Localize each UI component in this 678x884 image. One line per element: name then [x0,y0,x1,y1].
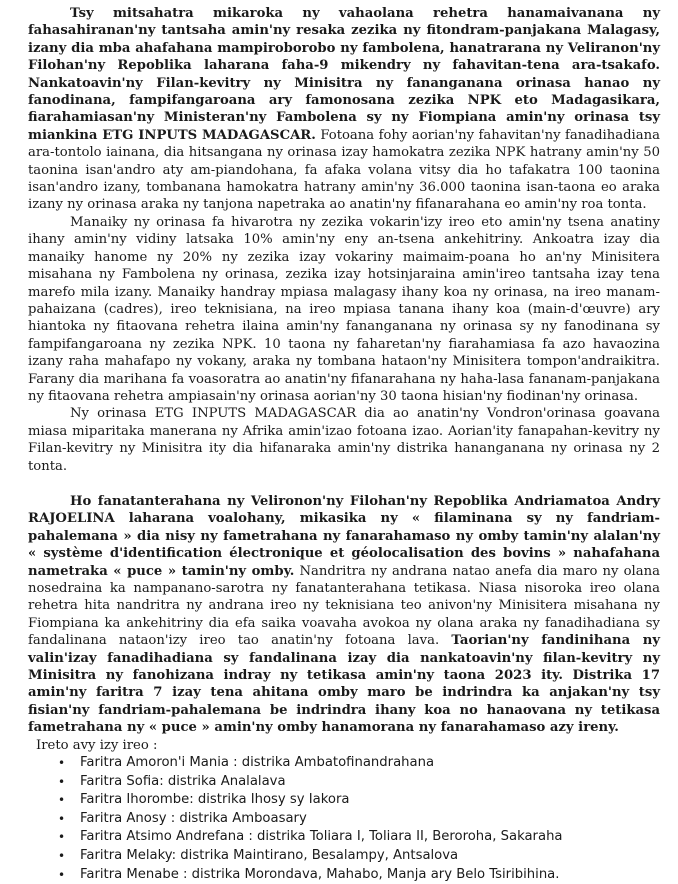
list-item-text: Faritra Sofia: distrika Analalava [80,773,286,789]
paragraph-1-text: Fotoana fohy aorian'ny fahavitan'ny fanadihadiana ara-tontolo iainana, dia hitsangana ny orinasa izay hamokatra zezika NPK hatrany amin'ny 50 taonina isan'andro aty am-piandohana, fa afaka volana vitsy dia ho tafakatra 100 taonina isan'andro izany, tombanana hamokatra hatrany amin'ny 36.000 taonina isan-taona eo araka izany ny orinasa araka ny tanjona napetraka ao anatin'ny fifanarahana eo amin'ny roa tonta. [28,127,660,213]
article-body [28,5,660,884]
bullet-icon: • [58,793,66,808]
list-item [58,810,660,829]
list-item-text: Faritra Menabe : distrika Morondava, Mahabo, Manja ary Belo Tsiribihina. [80,866,560,882]
bullet-icon: • [58,849,66,864]
paragraph-2: Manaiky ny orinasa fa hivarotra ny zezika vokarin'izy ireo eto amin'ny tsena anatiny ihany amin'ny vidiny latsaka 10% amin'ny eny an-tsena ankehitriny. Ankoatra izay dia manaiky hanome ny 20% ny zezika izay vokariny maimaim-poana ho an'ny Minisitera misahana ny Fambolena ny orinasa, zezika izay hotsinjaraina amin'ireo tantsaha izay tena marefo mila izany. Manaiky handray mpiasa malagasy ihany koa ny orinasa, na ireo manam-pahaizana (cadres), ireo teknisiana, na ireo mpiasa tanana ihany koa (main-d'œuvre) ary hiantoka ny fitaovana rehetra ilaina amin'ny fananganana ny orinasa sy ny fanodinana sy fampifangaroana ny zezika NPK. 10 taona ny faharetan'ny fiarahamiasa fa azo havaozina izany raha mahafapo ny vokany, araka ny tombana hataon'ny Minisitera tompon'andraikitra. Farany dia marihana fa voasoratra ao anatin'ny fifanarahana ny haha-lasa fananam-panjakana ny fitaovana rehetra ampiasain'ny orinasa aorian'ny 30 taona hisian'ny fiodinan'ny orinasa. [28,214,660,404]
list-item [58,847,660,866]
list-intro: Ireto avy izy ireo : [36,737,158,753]
list-item-text: Faritra Anosy : distrika Amboasary [80,810,307,826]
bullet-icon: • [58,756,66,771]
list-item-text: Faritra Melaky: distrika Maintirano, Besalampy, Antsalova [80,848,459,864]
district-list [28,754,660,884]
bullet-icon: • [58,867,66,882]
paragraph-3: Ny orinasa ETG INPUTS MADAGASCAR dia ao anatin'ny Vondron'orinasa goavana miasa miparitaka manerana ny Afrika amin'izao fotoana izao. Aorian'ity fanapahan-kevitry ny Filan-kevitry ny Minisitra ity dia hifanaraka amin'ny distrika hananganana ny orinasa ny 2 tonta. [28,406,660,474]
list-item [58,791,660,810]
bullet-icon: • [58,811,66,826]
list-item [58,773,660,792]
list-item [58,754,660,773]
list-item-text: Faritra Atsimo Andrefana : distrika Toliara I, Toliara II, Beroroha, Sakaraha [80,829,563,845]
list-item-text: Faritra Ihorombe: distrika Ihosy sy Iakora [80,792,350,808]
list-item-text: Faritra Amoron'i Mania : distrika Ambatofinandrahana [80,755,435,771]
paragraph-4-bold-lead: Ho fanatanterahana ny Velironon'ny Filohan'ny Repoblika Andriamatoa Andry RAJOELINA laharana voalohany, mikasika ny « filaminana sy ny fandriam-pahalemana » dia nisy ny fametrahana ny fanarahamaso ny omby tamin'ny alalan'ny « système d'identification électronique et géolocalisation des bovins » nahafahana nametraka « puce » tamin'ny omby. [28,493,660,579]
section-spacer [28,475,660,493]
paragraph-4 [28,493,660,737]
paragraph-1 [28,5,660,214]
list-item [58,828,660,847]
paragraph-4-text: Nandritra ny andrana natao anefa dia maro ny olana nosedraina ka nampanano-sarotra ny fanatanterahana tetikasa. Niasa nisoroka ireo olana rehetra hita nandritra ny andrana ireo ny teknisiana teo anivon'ny Minisitera misahana ny Fiompiana ka ankehitriny dia efa saika voavaha avokoa ny olana araka ny fanadihadiana sy fandalinana nataon'izy ireo tao anatin'ny fotoana lava. [28,563,660,649]
paragraph-4-bold-tail: Taorian'ny fandinihana ny valin'izay fanadihadiana sy fandalinana izay dia nankatoavin'ny filan-kevitry ny Minisitra ny fanohizana indray ny tetikasa amin'ny taona 2023 ity. Distrika 17 amin'ny faritra 7 izay tena ahitana omby maro be indrindra ka anjakan'ny tsy fisian'ny fandriam-pahalemana be indrindra ihany koa no hanaovana ny tetikasa fametrahana ny « puce » amin'ny omby hanamorana ny fanarahamaso azy ireny. [28,633,660,736]
bullet-icon: • [58,774,66,789]
list-item [58,866,660,884]
paragraph-1-bold: Tsy mitsahatra mikaroka ny vahaolana rehetra hanamaivanana ny fahasahiranan'ny tantsaha amin'ny resaka zezika ny fitondram-panjakana Malagasy, izany dia mba ahafahana mampiroborobo ny fambolena, hanatrarana ny Veliranon'ny Filohan'ny Repoblika laharana faha-9 mikendry ny fahavitan-tena ara-tsakafo. Nankatoavin'ny Filan-kevitry ny Minisitra ny fananganana orinasa hanao ny fanodinana, fampifangaroana ary famonosana zezika NPK eto Madagasikara, fiarahamiasan'ny Ministeran'ny Fambolena sy ny Fiompiana amin'ny orinasa tsy miankina ETG INPUTS MADAGASCAR. [28,6,660,143]
bullet-icon: • [58,830,66,845]
